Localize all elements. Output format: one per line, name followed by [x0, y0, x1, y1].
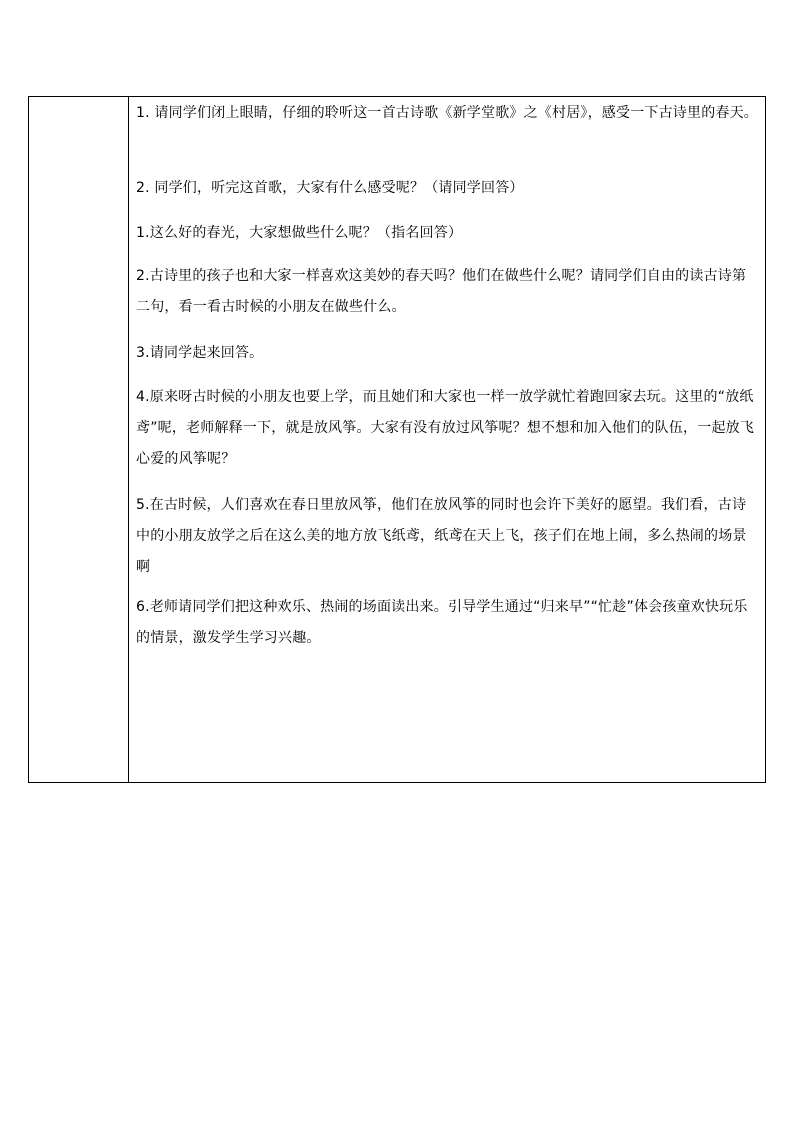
paragraph-5: 3.请同学起来回答。: [136, 345, 264, 361]
paragraph-7: 5.在古时候，人们喜欢在春日里放风筝，他们在放风筝的同时也会许下美好的愿望。我们看，古诗中的小朋友放学之后在这么美的地方放飞纸鸢，纸鸢在天上飞，孩子们在地上闹，多么热闹的场景啊: [136, 497, 747, 575]
paragraph-2: 2. 同学们，听完这首歌，大家有什么感受呢？（请同学回答）: [136, 180, 524, 196]
paragraph-3: 1.这么好的春光，大家想做些什么呢？（指名回答）: [136, 225, 463, 241]
lesson-table: [28, 96, 766, 783]
table-right-cell: [129, 97, 765, 782]
paragraph-1: 1. 请同学们闭上眼睛，仔细的聆听这一首古诗歌《新学堂歌》之《村居》，感受一下古诗里的春天。: [136, 105, 759, 121]
table-left-cell: [29, 97, 129, 782]
paragraph-6: 4.原来呀古时候的小朋友也要上学，而且她们和大家也一样一放学就忙着跑回家去玩。这里的“放纸鸢”呢，老师解释一下，就是放风筝。大家有没有放过风筝呢？想不想和加入他们的队伍，一起放飞心爱的风筝呢？: [136, 389, 755, 467]
paragraph-4: 2.古诗里的孩子也和大家一样喜欢这美妙的春天吗？他们在做些什么呢？请同学们自由的读古诗第二句，看一看古时候的小朋友在做些什么。: [136, 268, 747, 315]
paragraph-8: 6.老师请同学们把这种欢乐、热闹的场面读出来。引导学生通过“归来早”“忙趁”体会孩童欢快玩乐的情景，激发学生学习兴趣。: [136, 599, 748, 646]
